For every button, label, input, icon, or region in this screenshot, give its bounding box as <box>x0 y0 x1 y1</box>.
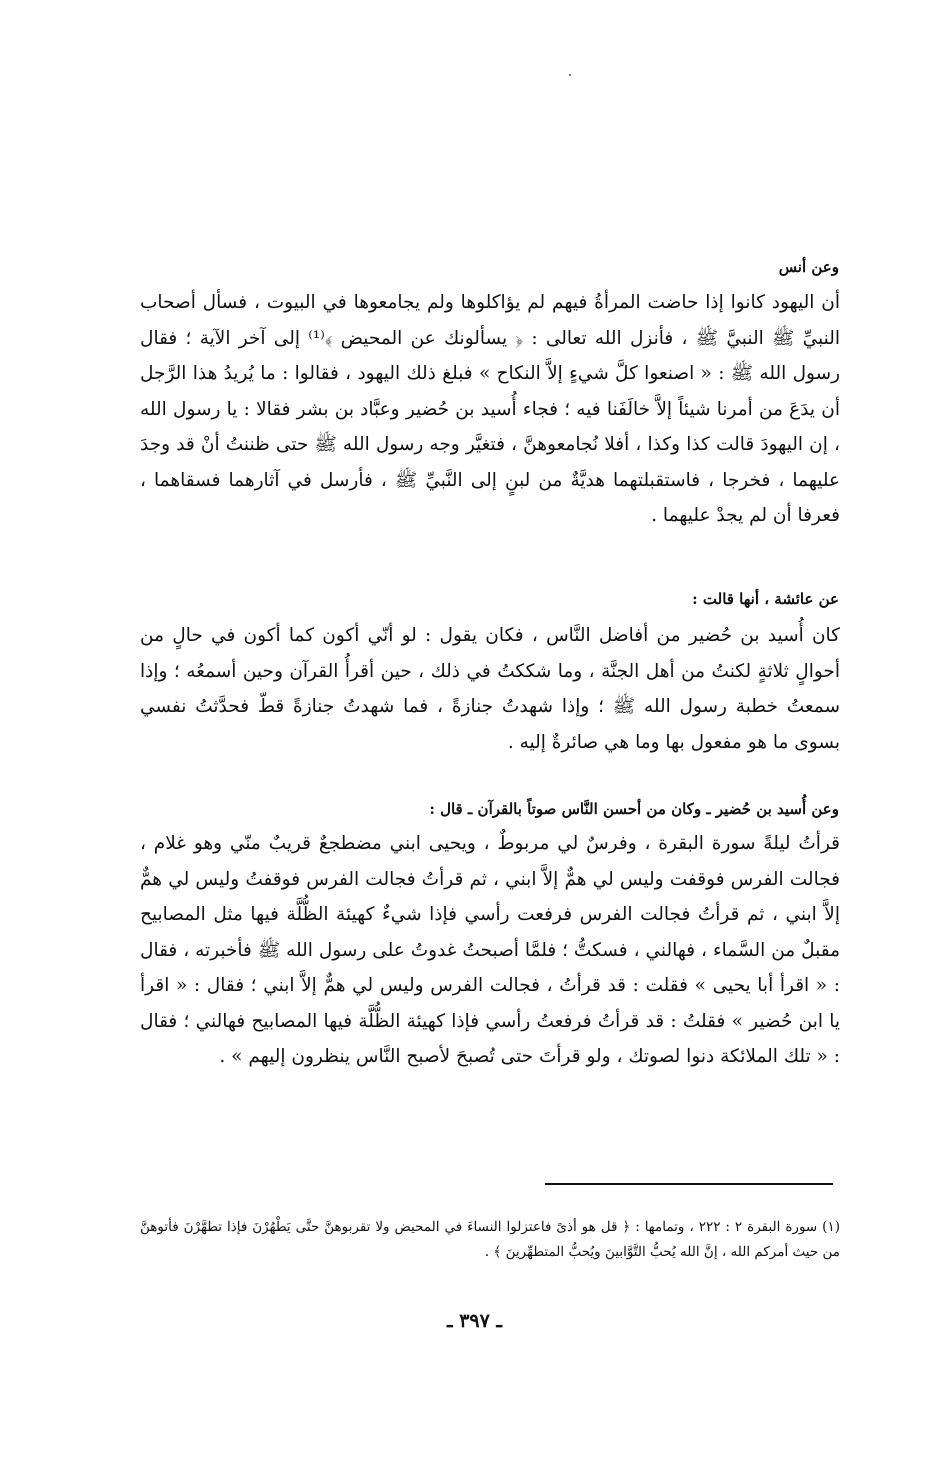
paragraph-aisha: كان أُسيد بن حُضير من أفاضل النَّاس ، فكان يقول : لو أنّي أكون كما أكون في حالٍ من أحوالٍ ثلاثةٍ لكنتُ من أهل الجنَّة ، وما شككتُ في ذلك ، حين أقرأُ القرآن وحين أسمعُه ؛ وإذا سمعتُ خطبة رسول الله ﷺ ؛ وإذا شهدتُ جنازةً ، فما شهدتُ جنازةً قطّ فحدَّثتُ نفسي بسوى ما هو مفعول بها وما هي صائرةٌ إليه . <box>140 625 840 753</box>
section-body-anas <box>140 285 840 534</box>
page-number: ـ ٣٩٧ ـ <box>447 1310 502 1332</box>
paragraph-anas: أن اليهود كانوا إذا حاضت المرأةُ فيهم لم يؤاكلوها ولم يجامعوها في البيوت ، فسأل أصحاب النبيِّ ﷺ النبيَّ ﷺ ، فأنزل الله تعالى : ﴿ يسألونك عن المحيض ﴾⁽¹⁾ إلى آخر الآية ؛ فقال رسول الله ﷺ : « اصنعوا كلَّ شيءٍ إلاَّ النكاح » فبلغ ذلك اليهود ، فقالوا : ما يُريدُ هذا الرَّجل أن يدَعَ من أمرنا شيئاً إلاَّ خالَفَنا فيه ؛ فجاء أُسيد بن حُضير وعبَّاد بن بشر فقالا : يا رسول الله ، إن اليهودَ قالت كذا وكذا ، أفلا نُجامعوهنَّ ، فتغيَّر وجه رسول الله ﷺ حتى ظننتُ أنْ قد وجدَ عليهما ، فخرجا ، فاستقبلتهما هديَّةٌ من لبنٍ إلى النَّبيِّ ﷺ ، فأرسل في آثارهما فسقاهما ، فعرفا أن لم يجدْ عليهما . <box>140 292 840 526</box>
section-heading-usayd: وعن أُسيد بن حُضير ـ وكان من أحسن النَّاس صوتاً بالقرآن ـ قال : <box>429 800 839 818</box>
footnote: (١) سورة البقرة ٢ : ٢٢٢ ، وتمامها : ﴿ قل هو أذىً فاعتزلوا النساءَ في المحيض ولا تقربوهنَّ حتَّى يَطْهُرْنَ فإذا تطهَّرْنَ فأتوهنَّ من حيث أمركم الله ، إنَّ الله يُحبُّ التَّوَّابينَ ويُحبُّ المتطهِّرينَ ﴾ . <box>140 1219 840 1260</box>
section-body-aisha <box>140 618 840 760</box>
scan-speck <box>569 74 571 76</box>
section-heading-anas: وعن أنس <box>778 258 839 276</box>
section-heading-aisha: عن عائشة ، أنها قالت : <box>692 590 839 608</box>
paragraph-usayd: قرأتُ ليلةً سورة البقرة ، وفرسٌ لي مربوطٌ ، ويحيى ابني مضطجعٌ قريبٌ منّي وهو غلام ، فجالت الفرس فوقفت وليس لي همٌّ إلاَّ ابني ، ثم قرأتُ فجالت الفرس فوقفتُ وليس لي همٌّ إلاَّ ابني ، ثم قرأتُ فجالت الفرس فرفعت رأسي فإذا شيءٌ كهيئة الظُّلَّة فيها مثل المصابيح مقبلٌ من السَّماء ، فهالني ، فسكتُّ ؛ فلمَّا أصبحتُ غدوتُ على رسول الله ﷺ فأخبرته ، فقال : « اقرأ أبا يحيى » فقلت : قد قرأتُ ، فجالت الفرس وليس لي همٌّ إلاَّ ابني ؛ فقال : « اقرأ يا ابن حُضير » فقلتُ : قد قرأتُ فرفعتُ رأسي فإذا كهيئة الظُّلَّة فيها المصابيح فهالني ؛ فقال : « تلك الملائكة دنوا لصوتك ، ولو قرأتَ حتى تُصبحَ لأصبح النَّاس ينظرون إليهم » . <box>140 833 840 1067</box>
footnote-separator <box>545 1183 833 1185</box>
section-body-usayd <box>140 826 840 1075</box>
